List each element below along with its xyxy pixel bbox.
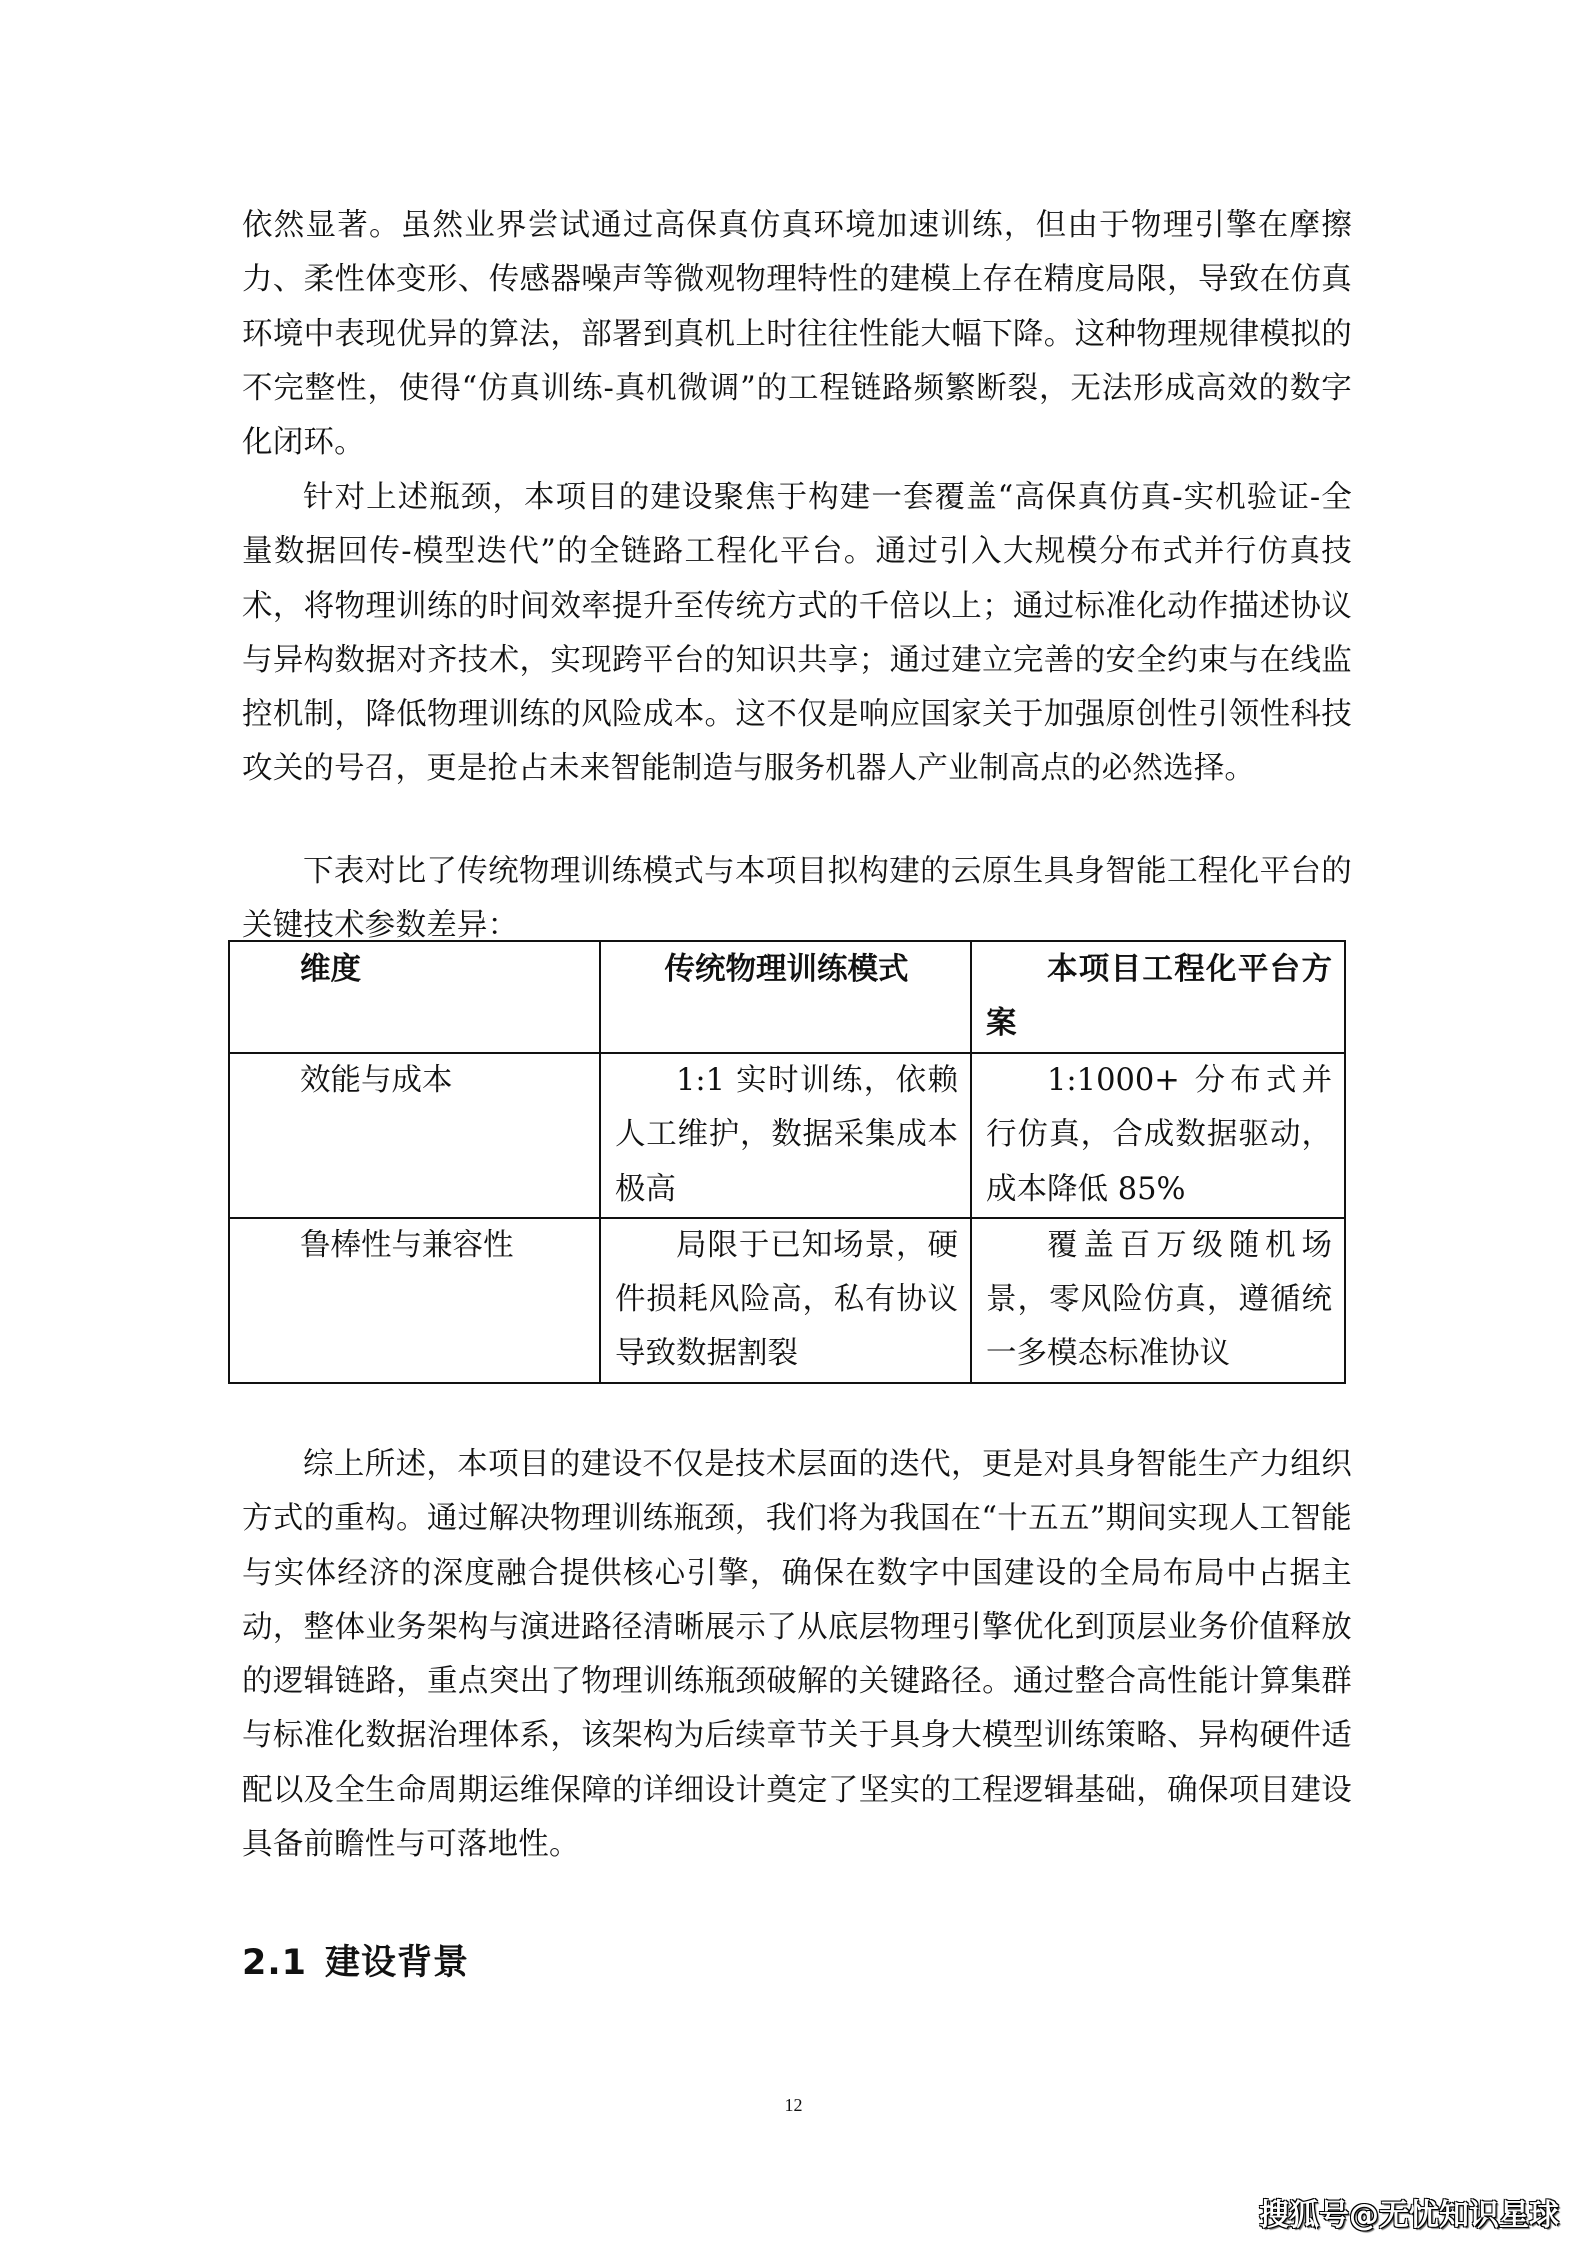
cell-platform: 1:1000+ 分布式并行仿真，合成数据驱动，成本降低 85% [971, 1053, 1345, 1218]
paragraph-table-intro [242, 845, 1352, 954]
page-number: 12 [784, 2095, 803, 2115]
paragraph-summary [242, 1438, 1352, 1872]
cell-traditional: 局限于已知场景，硬件损耗风险高，私有协议导致数据割裂 [600, 1218, 971, 1383]
section-title: 建设背景 [325, 1943, 470, 1983]
cell-traditional: 1:1 实时训练，依赖人工维护，数据采集成本极高 [600, 1053, 971, 1218]
section-number: 2.1 [242, 1943, 308, 1983]
header-traditional-mode: 传统物理训练模式 [600, 941, 971, 1053]
comparison-table [228, 940, 1346, 1384]
paragraph-text: 下表对比了传统物理训练模式与本项目拟构建的云原生具身智能工程化平台的关键技术参数差异： [242, 854, 1352, 944]
table-row [229, 1218, 1345, 1383]
cell-platform: 覆盖百万级随机场景，零风险仿真，遵循统一多模态标准协议 [971, 1218, 1345, 1383]
header-platform-solution: 本项目工程化平台方案 [971, 941, 1345, 1053]
paragraph-text: 综上所述，本项目的建设不仅是技术层面的迭代，更是对具身智能生产力组织方式的重构。通过解决物理训练瓶颈，我们将为我国在“十五五”期间实现人工智能与实体经济的深度融合提供核心引擎，确保在数字中国建设的全局布局中占据主动，整体业务架构与演进路径清晰展示了从底层物理引擎优化到顶层业务价值释放的逻辑链路，重点突出了物理训练瓶颈破解的关键路径。通过整合高性能计算集群与标准化数据治理体系，该架构为后续章节关于具身大模型训练策略、异构硬件适配以及全生命周期运维保障的详细设计奠定了坚实的工程逻辑基础，确保项目建设具备前瞻性与可落地性。 [242, 1447, 1352, 1863]
watermark: 搜狐号@无忧知识星球 [1259, 2198, 1559, 2233]
paragraph-text: 针对上述瓶颈，本项目的建设聚焦于构建一套覆盖“高保真仿真-实机验证-全量数据回传-模型迭代”的全链路工程化平台。通过引入大规模分布式并行仿真技术，将物理训练的时间效率提升至传统方式的千倍以上；通过标准化动作描述协议与异构数据对齐技术，实现跨平台的知识共享；通过建立完善的安全约束与在线监控机制，降低物理训练的风险成本。这不仅是响应国家关于加强原创性引领性科技攻关的号召，更是抢占未来智能制造与服务机器人产业制高点的必然选择。 [242, 480, 1352, 787]
cell-dimension: 效能与成本 [229, 1053, 600, 1218]
cell-dimension: 鲁棒性与兼容性 [229, 1218, 600, 1383]
table-header-row [229, 941, 1345, 1053]
table-row [229, 1053, 1345, 1218]
paragraph-physics-gap [242, 199, 1352, 470]
header-dimension: 维度 [229, 941, 600, 1053]
paragraph-platform-goal [242, 471, 1352, 797]
paragraph-text: 依然显著。虽然业界尝试通过高保真仿真环境加速训练，但由于物理引擎在摩擦力、柔性体变形、传感器噪声等微观物理特性的建模上存在精度局限，导致在仿真环境中表现优异的算法，部署到真机上时往往性能大幅下降。这种物理规律模拟的不完整性，使得“仿真训练-真机微调”的工程链路频繁断裂，无法形成高效的数字化闭环。 [242, 208, 1352, 461]
section-heading [242, 1938, 469, 1988]
